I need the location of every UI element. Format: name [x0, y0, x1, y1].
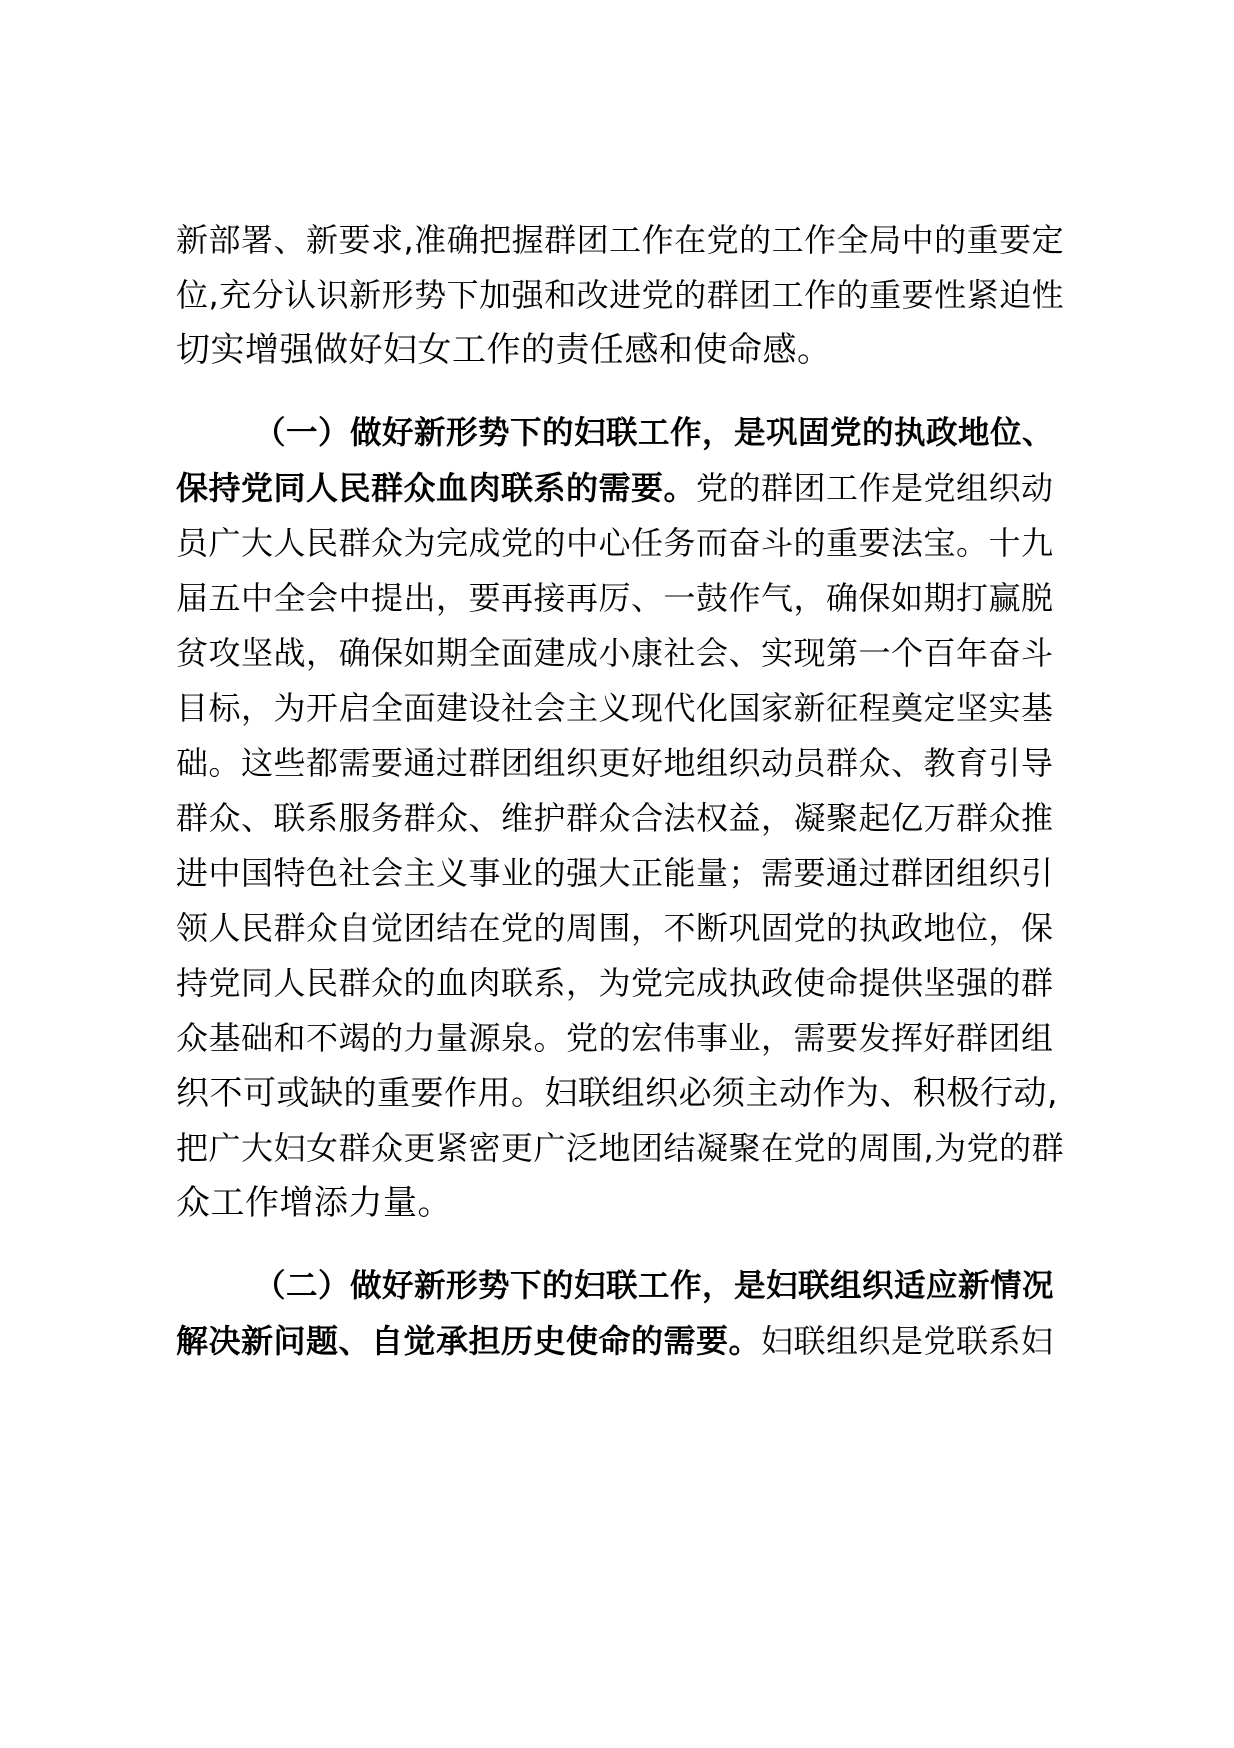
- section-heading-1: （一）做好新形势下的妇联工作，是巩固党的执政地位、: [254, 415, 1055, 451]
- paragraph-2-line: 群众、联系服务群众、维护群众合法权益，凝聚起亿万群众推: [176, 799, 1054, 837]
- paragraph-3-line-2: [176, 1321, 1054, 1361]
- paragraph-3-line-2-text: 妇联组织是党联系妇: [761, 1322, 1054, 1360]
- paragraph-2-line: 持党同人民群众的血肉联系，为党完成执政使命提供坚强的群: [176, 964, 1054, 1002]
- paragraph-2-line: 织不可或缺的重要作用。妇联组织必须主动作为、积极行动,: [176, 1073, 1058, 1112]
- paragraph-2-line: 领人民群众自觉团结在党的周围，不断巩固党的执政地位，保: [176, 909, 1054, 947]
- paragraph-2-line: 员广大人民群众为完成党的中心任务而奋斗的重要法宝。十九: [176, 524, 1054, 562]
- paragraph-1-line-3: 切实增强做好妇女工作的责任感和使命感。: [176, 330, 832, 370]
- paragraph-2-line-2-text: 党的群团工作是党组织动: [696, 469, 1054, 507]
- paragraph-1-line-1: 新部署、新要求,准确把握群团工作在党的工作全局中的重要定: [176, 221, 1065, 259]
- paragraph-2-line: 贫攻坚战，确保如期全面建成小康社会、实现第一个百年奋斗: [176, 634, 1054, 672]
- section-heading-1-continued: 保持党同人民群众血肉联系的需要。: [176, 469, 697, 507]
- paragraph-2-line: 众工作增添力量。: [176, 1183, 452, 1223]
- paragraph-2-line: 进中国特色社会主义事业的强大正能量；需要通过群团组织引: [176, 854, 1054, 892]
- section-heading-2-continued: 解决新问题、自觉承担历史使命的需要。: [176, 1322, 762, 1360]
- paragraph-1-line-2: 位,充分认识新形势下加强和改进党的群团工作的重要性紧迫性: [176, 276, 1065, 314]
- paragraph-2-line: 届五中全会中提出，要再接再厉、一鼓作气，确保如期打赢脱: [176, 579, 1054, 617]
- paragraph-2-line-2: [176, 468, 1054, 508]
- paragraph-2-line: 把广大妇女群众更紧密更广泛地团结凝聚在党的周围,为党的群: [176, 1129, 1065, 1167]
- paragraph-2-line: 众基础和不竭的力量源泉。党的宏伟事业，需要发挥好群团组: [176, 1019, 1054, 1057]
- section-heading-2: （二）做好新形势下的妇联工作，是妇联组织适应新情况: [254, 1268, 1055, 1304]
- paragraph-2-line: 目标，为开启全面建设社会主义现代化国家新征程奠定坚实基: [176, 689, 1054, 727]
- paragraph-2-line: 础。这些都需要通过群团组织更好地组织动员群众、教育引导: [176, 744, 1054, 782]
